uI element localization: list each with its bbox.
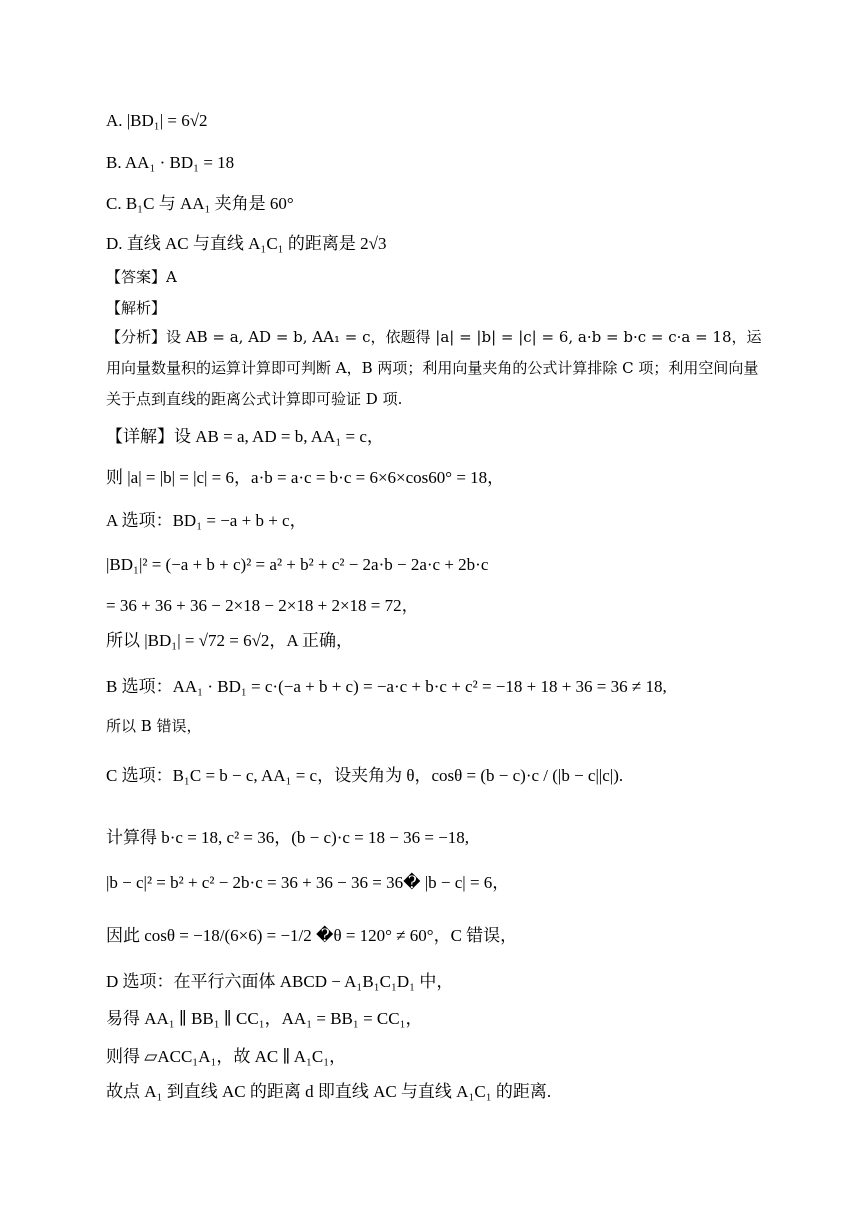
- option-c: C. B₁C 与 AA₁ 夹角是 60°: [106, 194, 294, 213]
- option-b-result: 所以 B 错误，: [106, 717, 202, 735]
- detail-intro: 【详解】设 AB = a, AD = b, AA₁ = c，: [106, 427, 384, 446]
- option-a-square: |BD₁|² = (−a + b + c)² = a² + b² + c² − 2a·b − 2a·c + 2b·c: [106, 555, 489, 574]
- option-a-result: 所以 |BD₁| = √72 = 6√2，A 正确，: [106, 631, 354, 650]
- option-a: A. |BD₁| = 6√2: [106, 111, 208, 130]
- option-d-parallelogram: 则得 ▱ACC₁A₁，故 AC ∥ A₁C₁，: [106, 1047, 347, 1066]
- detail-values: 则 |a| = |b| = |c| = 6，a·b = a·c = b·c = 6×6×cos60° = 18，: [106, 468, 505, 487]
- option-c-calc1: 计算得 b·c = 18, c² = 36，(b − c)·c = 18 − 36 = −18,: [106, 828, 470, 847]
- analysis-paragraph: 【分析】设 AB = a, AD = b, AA₁ = c，依题得 |a| = |b| = |c| = 6, a·b = b·c = c·a = 18，运用向量数量积的运算计算即可判断 A，B 两项；利用向量夹角的公式计算排除 C 项；利用空间向量关于点到直线的距离公式计算即可验证 D 项.: [106, 328, 762, 408]
- option-a-sum: = 36 + 36 + 36 − 2×18 − 2×18 + 2×18 = 72，: [106, 596, 419, 615]
- option-b-calc: B 选项：AA₁ · BD₁ = c·(−a + b + c) = −a·c + b·c + c² = −18 + 18 + 36 = 36 ≠ 18,: [106, 677, 667, 696]
- option-c-setup: C 选项：B₁C = b − c, AA₁ = c，设夹角为 θ，cosθ = (b − c)·c / (|b − c||c|).: [106, 766, 624, 785]
- option-a-vector: A 选项：BD₁ = −a + b + c，: [106, 511, 307, 530]
- analysis-heading: 【解析】: [106, 299, 167, 317]
- option-b: B. AA₁ · BD₁ = 18: [106, 153, 235, 172]
- option-d-setup: D 选项：在平行六面体 ABCD − A₁B₁C₁D₁ 中，: [106, 972, 454, 991]
- option-c-calc2: |b − c|² = b² + c² − 2b·c = 36 + 36 − 36 = 36� |b − c| = 6，: [106, 873, 510, 892]
- option-d-distance: 故点 A₁ 到直线 AC 的距离 d 即直线 AC 与直线 A₁C₁ 的距离.: [106, 1082, 552, 1101]
- option-d: D. 直线 AC 与直线 A₁C₁ 的距离是 2√3: [106, 234, 387, 253]
- answer-label: 【答案】A: [106, 268, 177, 286]
- option-c-result: 因此 cosθ = −18/(6×6) = −1/2 �θ = 120° ≠ 60°，C 错误，: [106, 926, 518, 945]
- option-d-parallel: 易得 AA₁ ∥ BB₁ ∥ CC₁，AA₁ = BB₁ = CC₁，: [106, 1009, 423, 1028]
